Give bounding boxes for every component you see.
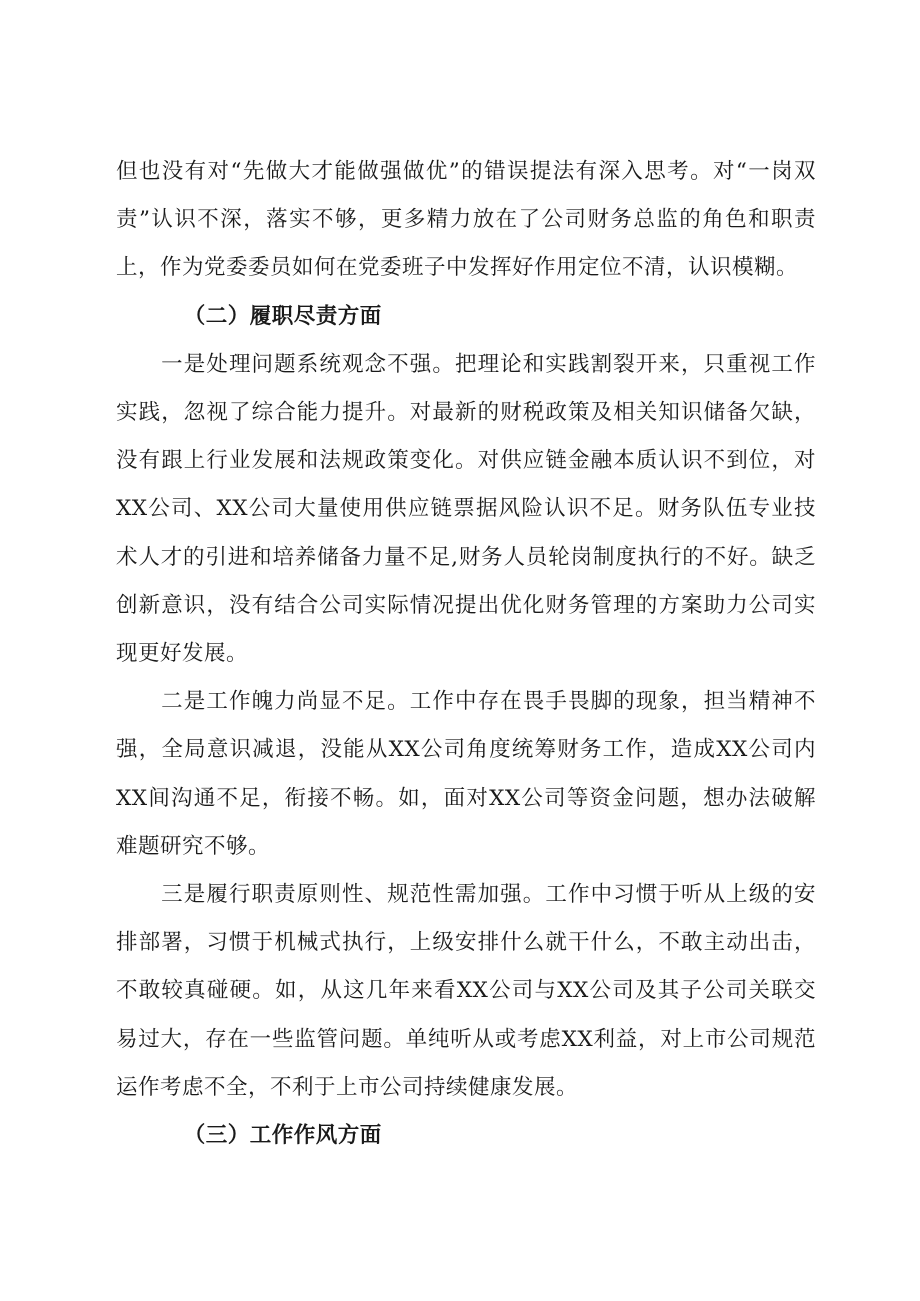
section-heading-2: （二）履职尽责方面 — [183, 303, 382, 329]
paragraph-point-1: 一是处理问题系统观念不强。把理论和实践割裂开来，只重视工作实践，忽视了综合能力提升。对最新的财税政策及相关知识储备欠缺，没有跟上行业发展和法规政策变化。对供应链金融本质认识不到位，对XX公司、XX公司大量使用供应链票据风险认识不足。财务队伍专业技术人才的引进和培养储备力量不足,财务人员轮岗制度执行的不好。缺乏创新意识，没有结合公司实际情况提出优化财务管理的方案助力公司实现更好发展。 — [116, 351, 816, 667]
section-heading-3: （三）工作作风方面 — [183, 1123, 382, 1149]
document-body — [116, 148, 816, 1160]
paragraph-point-3: 三是履行职责原则性、规范性需加强。工作中习惯于听从上级的安排部署，习惯于机械式执行，上级安排什么就干什么，不敢主动出击，不敢较真碰硬。如，从这几年来看XX公司与XX公司及其子公司关联交易过大，存在一些监管问题。单纯听从或考虑XX利益，对上市公司规范运作考虑不全，不利于上市公司持续健康发展。 — [116, 882, 816, 1100]
paragraph-point-2: 二是工作魄力尚显不足。工作中存在畏手畏脚的现象，担当精神不强，全局意识减退，没能从XX公司角度统筹财务工作，造成XX公司内XX间沟通不足，衔接不畅。如，面对XX公司等资金问题，想办法破解难题研究不够。 — [116, 689, 816, 859]
paragraph-continuation: 但也没有对“先做大才能做强做优”的错误提法有深入思考。对“一岗双责”认识不深，落实不够，更多精力放在了公司财务总监的角色和职责上，作为党委委员如何在党委班子中发挥好作用定位不清，认识模糊。 — [116, 159, 816, 281]
